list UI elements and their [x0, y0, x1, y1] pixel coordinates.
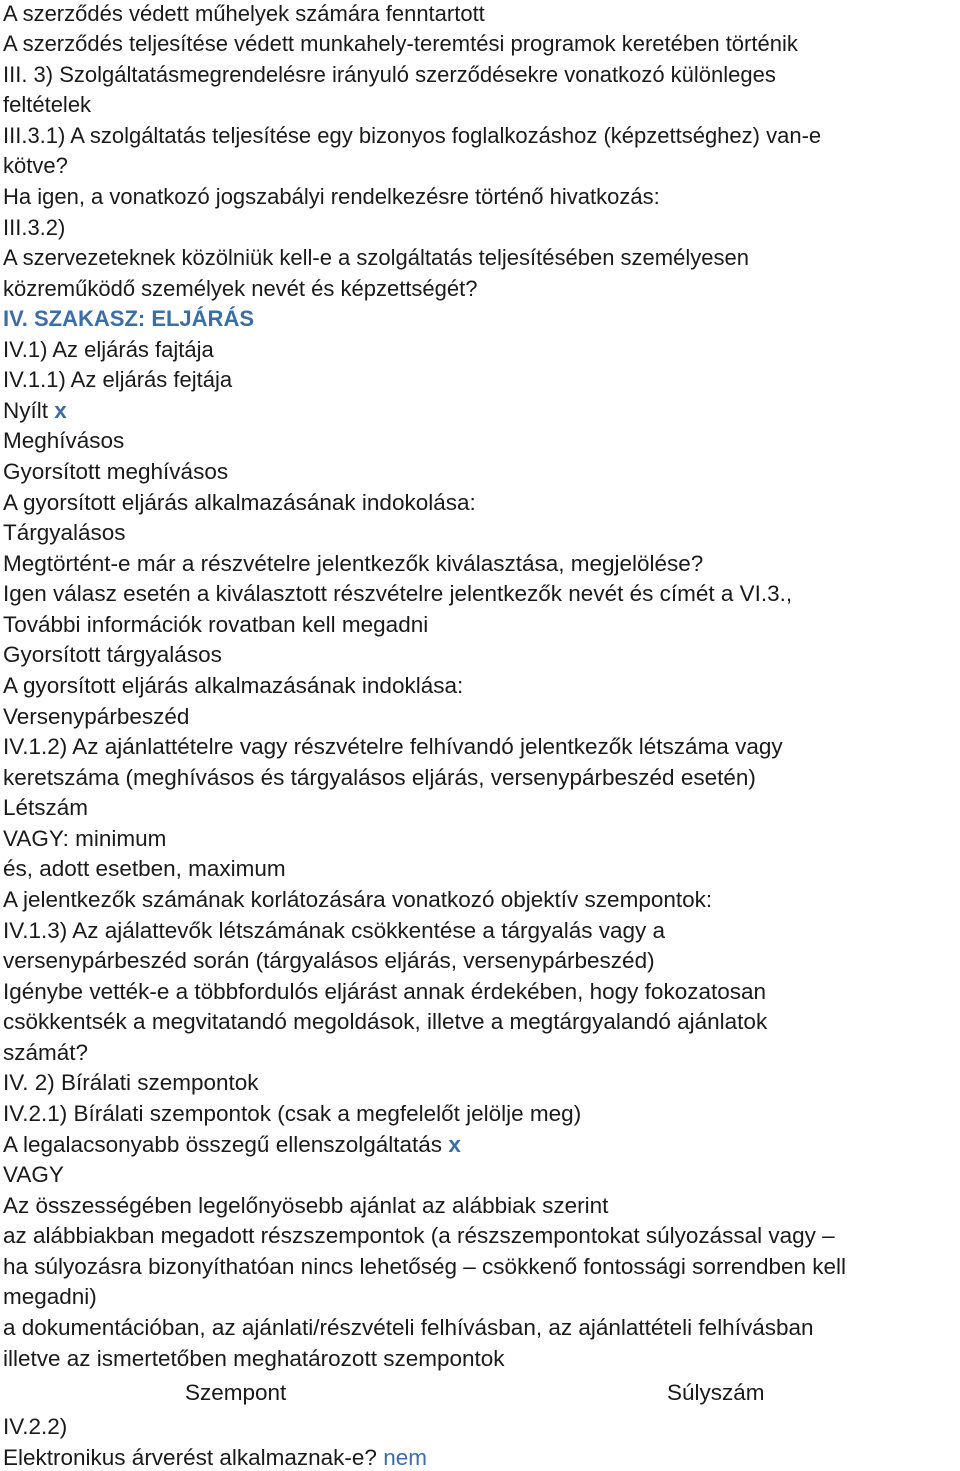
multistage-question-cont: csökkentsék a megvitatandó megoldások, illetve a megtárgyalandó ajánlatok — [3, 1009, 768, 1034]
lowest-price-label: A legalacsonyabb összegű ellenszolgáltatás — [3, 1132, 443, 1157]
staff-names-question-cont: közreműködő személyek nevét és képzettségét? — [3, 276, 478, 301]
lowest-price-mark: x — [448, 1132, 461, 1157]
sub-criteria-line-end: megadni) — [3, 1284, 97, 1309]
competitive-dialogue-line: Versenypárbeszéd — [3, 704, 190, 729]
section-iv-1-2-heading: IV.1.2) Az ajánlattételre vagy részvételre felhívandó jelentkezők létszáma vagy — [3, 734, 783, 759]
section-iv-2-1-heading: IV.2.1) Bírálati szempontok (csak a megfelelőt jelölje meg) — [3, 1101, 582, 1126]
section-iv-1-1-heading: IV.1.1) Az eljárás fejtája — [3, 367, 233, 392]
electronic-auction-answer: nem — [383, 1445, 427, 1470]
staff-names-question: A szervezeteknek közölniük kell-e a szolgáltatás teljesítésében személyesen — [3, 245, 749, 270]
most-advantageous-line: Az összességében legelőnyösebb ajánlat az alábbiak szerint — [3, 1193, 609, 1218]
reserved-workshops-line: A szerződés védett műhelyek számára fenntartott — [3, 1, 485, 26]
maximum-line: és, adott esetben, maximum — [3, 856, 286, 881]
weight-column-header: Súlyszám — [667, 1380, 765, 1405]
open-procedure-mark: x — [54, 398, 67, 423]
minimum-line: VAGY: minimum — [3, 826, 167, 851]
section-iii-3-heading: III. 3) Szolgáltatásmegrendelésre irányuló szerződésekre vonatkozó különleges — [3, 62, 776, 87]
accelerated-justification-line: A gyorsított eljárás alkalmazásának indokolása: — [3, 490, 476, 515]
headcount-line: Létszám — [3, 795, 89, 820]
negotiated-procedure-line: Tárgyalásos — [3, 520, 126, 545]
legal-reference-line: Ha igen, a vonatkozó jogszabályi rendelkezésre történő hivatkozás: — [3, 184, 660, 209]
sub-criteria-line: az alábbiakban megadott részszempontok (a részszempontokat súlyozással vagy – — [3, 1223, 835, 1248]
section-iv-2-2-heading: IV.2.2) — [3, 1414, 68, 1439]
electronic-auction-question: Elektronikus árverést alkalmaznak-e? — [3, 1445, 377, 1470]
open-procedure-label: Nyílt — [3, 398, 48, 423]
multistage-question-end: számát? — [3, 1040, 89, 1065]
multistage-question: Igénybe vették-e a többfordulós eljárást annak érdekében, hogy fokozatosan — [3, 979, 767, 1004]
open-procedure-line — [3, 400, 67, 423]
section-iii-3-1-heading: III.3.1) A szolgáltatás teljesítése egy bizonyos foglalkozáshoz (képzettséghez) van-e — [3, 123, 822, 148]
candidates-names-instruction-cont: További információk rovatban kell megadni — [3, 612, 429, 637]
section-iii-3-1-heading-cont: kötve? — [3, 153, 68, 178]
section-iii-3-2-heading: III.3.2) — [3, 215, 66, 240]
accelerated-restricted-line: Gyorsított meghívásos — [3, 459, 229, 484]
documentation-criteria-line-cont: illetve az ismertetőben meghatározott szempontok — [3, 1346, 505, 1371]
accelerated-reasoning-line: A gyorsított eljárás alkalmazásának indoklása: — [3, 673, 464, 698]
section-iv-1-3-heading-cont: versenypárbeszéd során (tárgyalásos eljárás, versenypárbeszéd) — [3, 948, 655, 973]
sub-criteria-line-cont: ha súlyozásra bizonyíthatóan nincs lehetőség – csökkenő fontossági sorrendben kell — [3, 1254, 847, 1279]
electronic-auction-line — [3, 1447, 427, 1470]
candidates-names-instruction: Igen válasz esetén a kiválasztott részvételre jelentkezők nevét és címét a VI.3., — [3, 581, 793, 606]
lowest-price-line — [3, 1134, 461, 1157]
accelerated-negotiated-line: Gyorsított tárgyalásos — [3, 642, 222, 667]
criterion-column-header: Szempont — [185, 1380, 287, 1405]
section-iv-1-2-heading-cont: keretszáma (meghívásos és tárgyalásos eljárás, versenypárbeszéd esetén) — [3, 765, 756, 790]
restricted-procedure-line: Meghívásos — [3, 428, 125, 453]
section-iv-1-3-heading: IV.1.3) Az ajálattevők létszámának csökkentése a tárgyalás vagy a — [3, 918, 666, 943]
candidates-selected-question: Megtörtént-e már a részvételre jelentkezők kiválasztása, megjelölése? — [3, 551, 704, 576]
objective-criteria-line: A jelentkezők számának korlátozására vonatkozó objektív szempontok: — [3, 887, 713, 912]
or-line: VAGY — [3, 1162, 64, 1187]
protected-employment-line: A szerződés teljesítése védett munkahely-teremtési programok keretében történik — [3, 31, 798, 56]
section-iv-title: IV. SZAKASZ: ELJÁRÁS — [3, 306, 255, 331]
section-iv-2-heading: IV. 2) Bírálati szempontok — [3, 1070, 259, 1095]
section-iii-3-heading-cont: feltételek — [3, 92, 92, 117]
documentation-criteria-line: a dokumentációban, az ajánlati/részvételi felhívásban, az ajánlattételi felhívásban — [3, 1315, 814, 1340]
section-iv-1-heading: IV.1) Az eljárás fajtája — [3, 337, 214, 362]
